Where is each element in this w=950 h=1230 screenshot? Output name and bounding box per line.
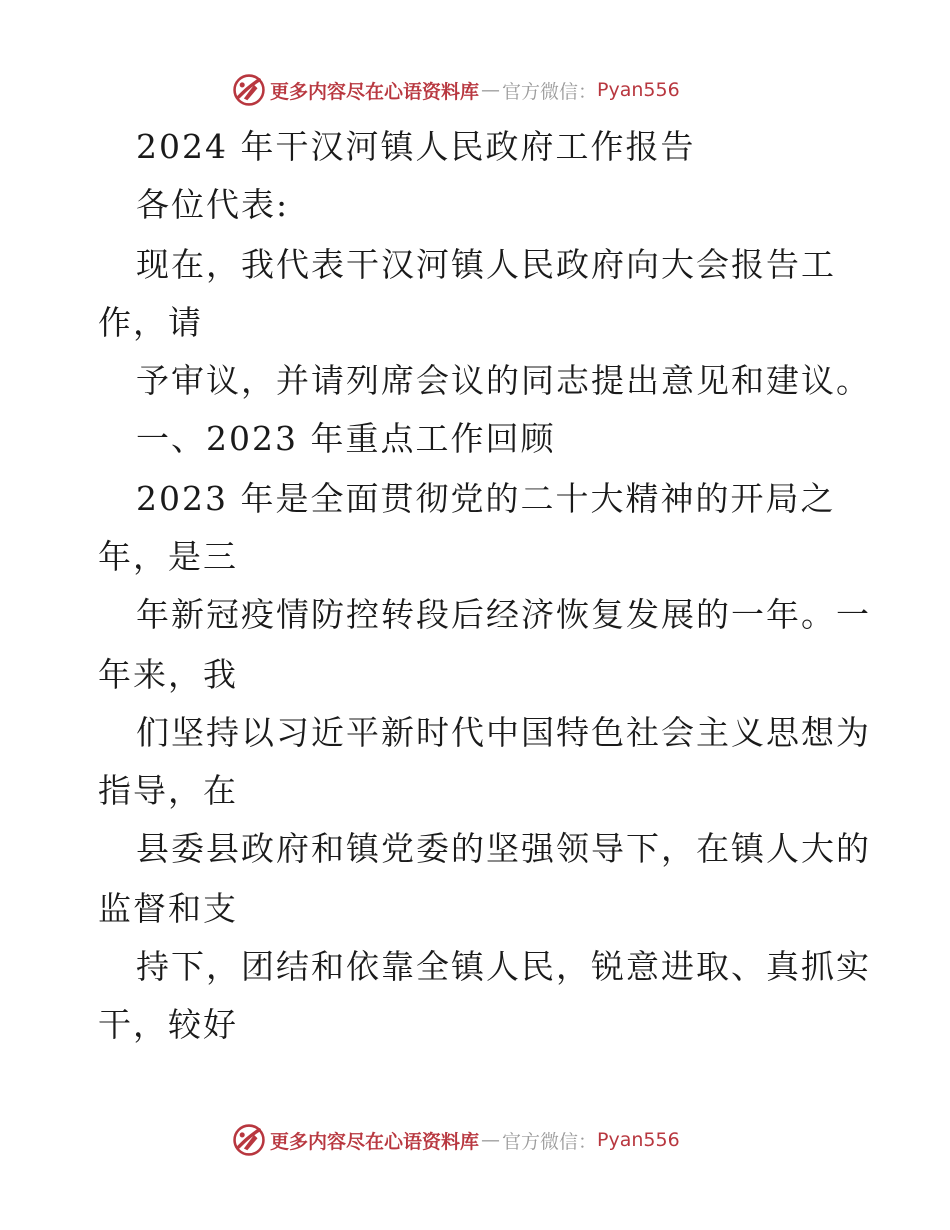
salutation: 各位代表:	[136, 185, 290, 224]
text-line: 予审议，并请列席会议的同志提出意见和建议。	[136, 361, 871, 400]
text-line: 们坚持以习近平新时代中国特色社会主义思想为	[136, 713, 871, 752]
text-line: 干，较好	[98, 1005, 238, 1044]
watermark-wechat-id: Pyan556	[597, 79, 680, 101]
text-line: 持下，团结和依靠全镇人民，锐意进取、真抓实	[136, 947, 871, 986]
watermark-dash: —	[481, 79, 501, 101]
text-line: 监督和支	[98, 889, 238, 928]
watermark-brand-text: 更多内容尽在心语资料库	[270, 1130, 480, 1153]
section-heading: 一、2023 年重点工作回顾	[136, 419, 556, 458]
watermark-brand-text: 更多内容尽在心语资料库	[270, 80, 480, 103]
text-line: 现在，我代表干汉河镇人民政府向大会报告工	[136, 245, 836, 284]
footer-watermark	[232, 1122, 680, 1158]
text-line: 年新冠疫情防控转段后经济恢复发展的一年。一	[136, 595, 871, 634]
text-line: 年来，我	[98, 655, 238, 694]
brand-logo-icon	[232, 73, 266, 107]
text-line: 年，是三	[98, 537, 238, 576]
watermark-dash: —	[481, 1129, 501, 1151]
brand-logo-icon	[232, 1123, 266, 1157]
text-line: 县委县政府和镇党委的坚强领导下，在镇人大的	[136, 829, 871, 868]
text-line: 作，请	[98, 303, 203, 342]
watermark-wechat-label: 官方微信：	[502, 80, 598, 103]
text-line: 2023 年是全面贯彻党的二十大精神的开局之	[136, 479, 836, 518]
watermark-wechat-id: Pyan556	[597, 1129, 680, 1151]
header-watermark	[232, 72, 680, 108]
document-title: 2024 年干汉河镇人民政府工作报告	[136, 127, 696, 166]
text-line: 指导，在	[98, 771, 238, 810]
watermark-wechat-label: 官方微信：	[502, 1130, 598, 1153]
